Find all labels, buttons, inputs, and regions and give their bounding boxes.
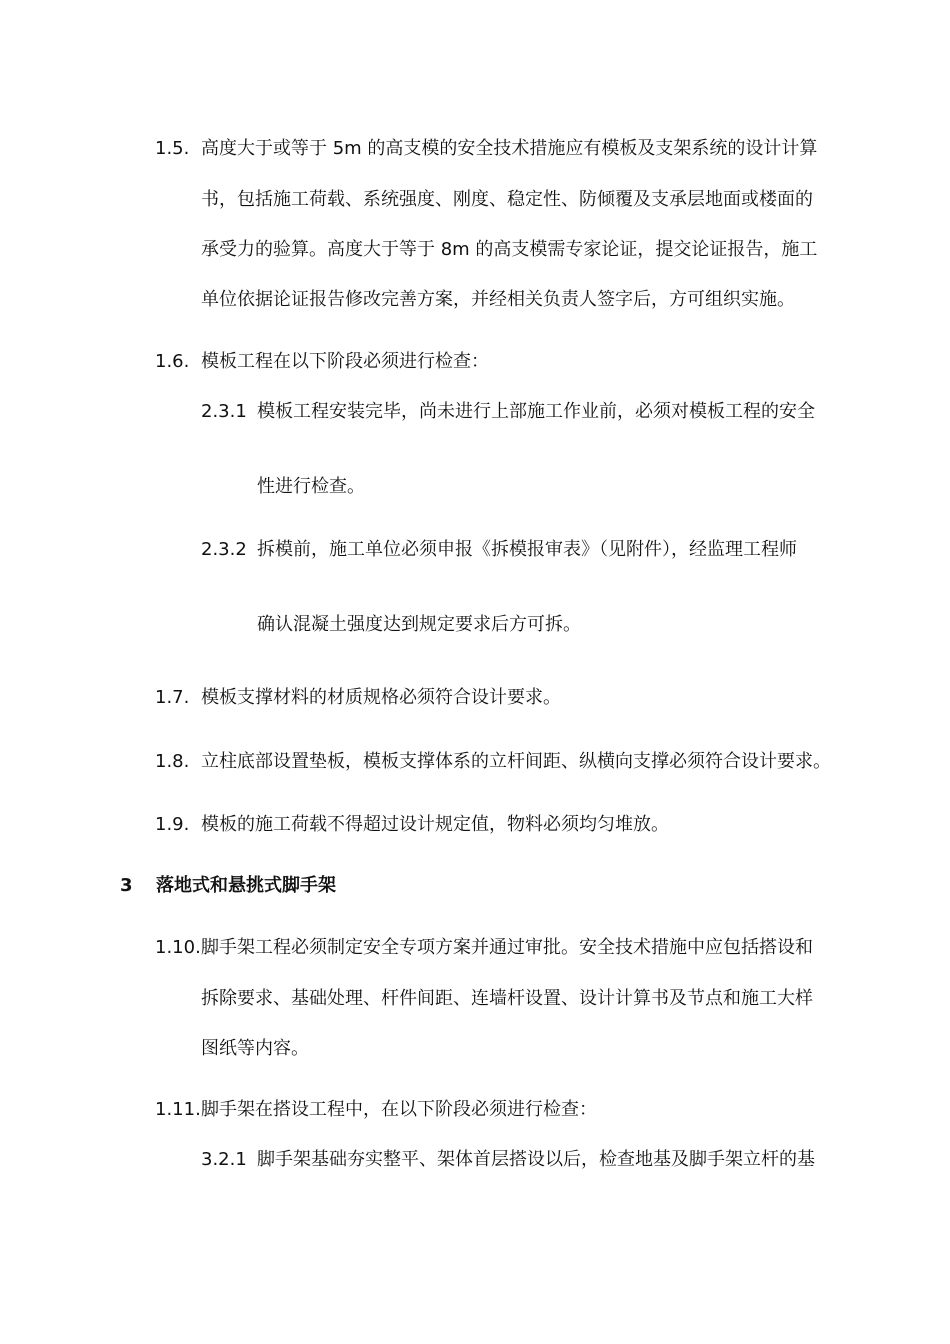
section-number: 3: [120, 875, 133, 896]
subitem-text-line: 模板工程安装完毕，尚未进行上部施工作业前，必须对模板工程的安全: [257, 401, 815, 422]
subitem-number: 3.2.1: [201, 1149, 247, 1170]
item-number: 1.11.: [155, 1099, 201, 1120]
item-text-line: 高度大于或等于 5m 的高支模的安全技术措施应有模板及支架系统的设计计算: [201, 138, 818, 159]
subitem-text-line: 性进行检查。: [257, 476, 365, 497]
item-number: 1.5.: [155, 138, 190, 159]
subitem-text-line: 拆模前，施工单位必须申报《拆模报审表》（见附件），经监理工程师: [257, 539, 797, 560]
item-text-line: 脚手架在搭设工程中，在以下阶段必须进行检查：: [201, 1099, 597, 1120]
item-text-line: 模板支撑材料的材质规格必须符合设计要求。: [201, 687, 561, 708]
item-number: 1.7.: [155, 687, 190, 708]
item-text-line: 模板工程在以下阶段必须进行检查：: [201, 351, 489, 372]
subitem-text-line: 脚手架基础夯实整平、架体首层搭设以后，检查地基及脚手架立杆的基: [257, 1149, 815, 1170]
item-text-line: 单位依据论证报告修改完善方案，并经相关负责人签字后，方可组织实施。: [201, 289, 795, 310]
item-number: 1.8.: [155, 751, 190, 772]
item-text-line: 图纸等内容。: [201, 1038, 309, 1059]
item-text-line: 立柱底部设置垫板，模板支撑体系的立杆间距、纵横向支撑必须符合设计要求。: [201, 751, 831, 772]
item-text-line: 书，包括施工荷载、系统强度、刚度、稳定性、防倾覆及支承层地面或楼面的: [201, 189, 813, 210]
item-text-line: 脚手架工程必须制定安全专项方案并通过审批。安全技术措施中应包括搭设和: [201, 937, 813, 958]
item-number: 1.10.: [155, 937, 201, 958]
item-text-line: 拆除要求、基础处理、杆件间距、连墙杆设置、设计计算书及节点和施工大样: [201, 988, 813, 1009]
item-number: 1.6.: [155, 351, 190, 372]
subitem-text-line: 确认混凝土强度达到规定要求后方可拆。: [257, 614, 581, 635]
subitem-number: 2.3.1: [201, 401, 247, 422]
subitem-number: 2.3.2: [201, 539, 247, 560]
item-text-line: 模板的施工荷载不得超过设计规定值，物料必须均匀堆放。: [201, 814, 669, 835]
item-text-line: 承受力的验算。高度大于等于 8m 的高支模需专家论证，提交论证报告，施工: [201, 239, 818, 260]
section-title: 落地式和悬挑式脚手架: [156, 875, 336, 896]
item-number: 1.9.: [155, 814, 190, 835]
